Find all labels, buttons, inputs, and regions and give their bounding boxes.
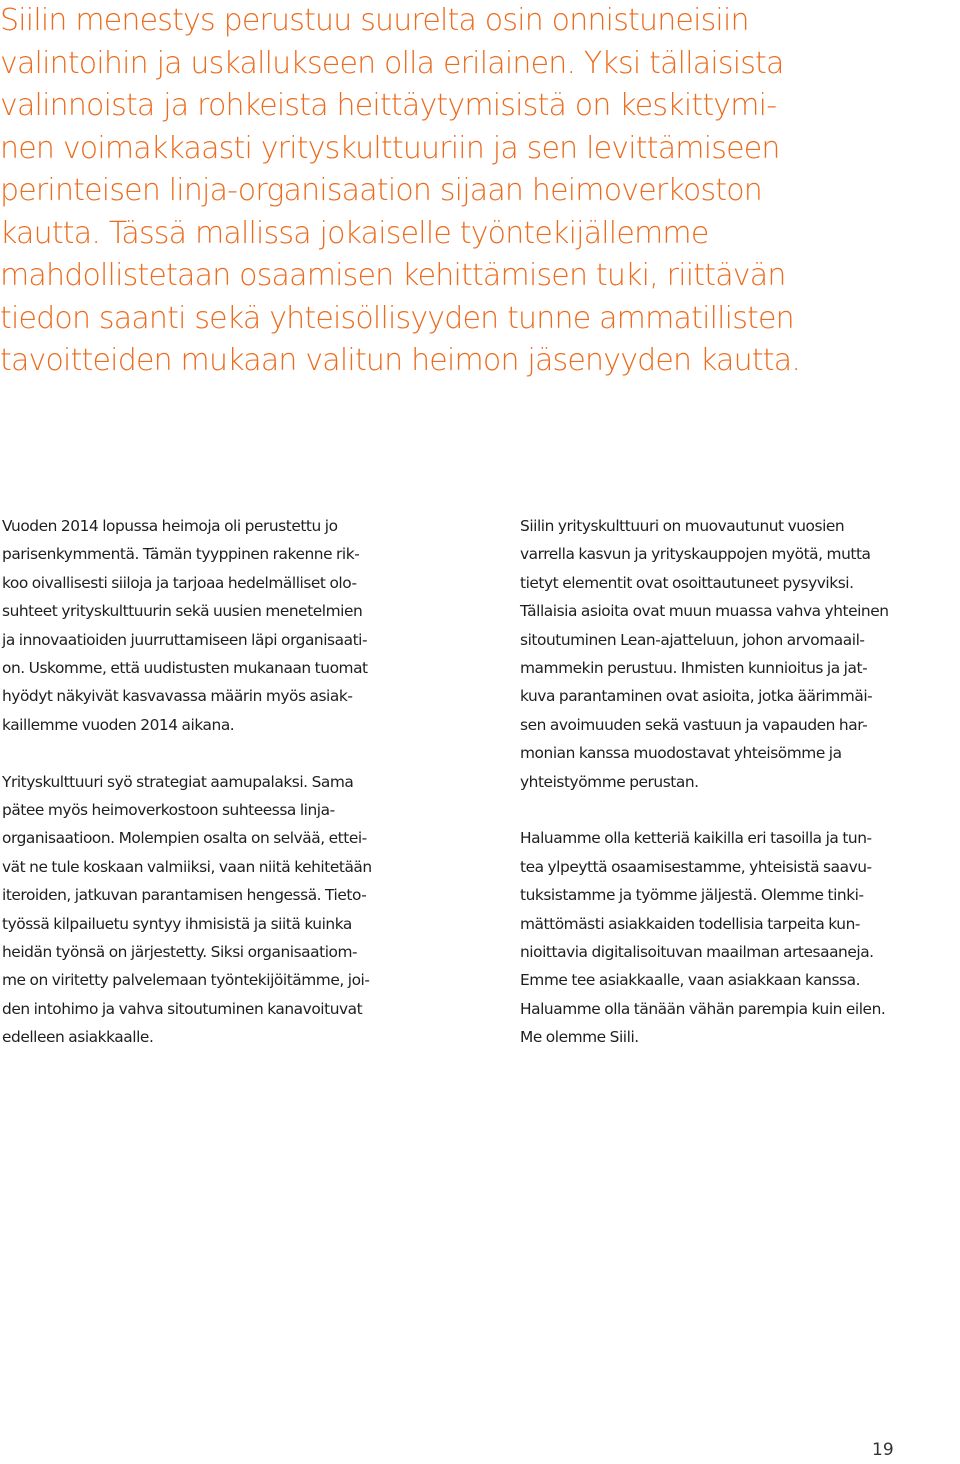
- text-line: ja innovaatioiden juurruttamiseen läpi organisaati-: [2, 630, 368, 649]
- text-line: kaillemme vuoden 2014 aikana.: [2, 715, 235, 734]
- text-line: tuksistamme ja työmme jäljestä. Olemme tinki-: [520, 886, 864, 905]
- text-line: suhteet yrityskulttuurin sekä uusien menetelmien: [2, 602, 363, 621]
- text-line: Haluamme olla ketteriä kaikilla eri tasoilla ja tun-: [520, 829, 872, 848]
- left-paragraph-2: [2, 768, 462, 1052]
- left-column: [2, 512, 462, 1080]
- left-paragraph-1: [2, 512, 462, 739]
- text-line: Vuoden 2014 lopussa heimoja oli perustettu jo: [2, 517, 338, 535]
- intro-line: valinnoista ja rohkeista heittäytymisistä on keskittymi-: [0, 88, 777, 123]
- text-line: varrella kasvun ja yrityskauppojen myötä, mutta: [520, 545, 871, 564]
- text-line: iteroiden, jatkuvan parantamisen hengessä. Tieto-: [2, 886, 367, 905]
- right-paragraph-1: [520, 512, 960, 796]
- text-line: sitoutuminen Lean-ajatteluun, johon arvomaail-: [520, 630, 865, 649]
- text-line: heidän työnsä on järjestetty. Siksi organisaatiom-: [2, 943, 358, 962]
- text-line: työssä kilpailuetu syntyy ihmisistä ja siitä kuinka: [2, 914, 352, 933]
- intro-paragraph: [0, 0, 960, 383]
- text-line: parisenkymmentä. Tämän tyyppinen rakenne rik-: [2, 545, 360, 564]
- text-line: mättömästi asiakkaiden todellisia tarpeita kun-: [520, 914, 861, 933]
- text-line: Haluamme olla tänään vähän parempia kuin eilen.: [520, 999, 886, 1018]
- text-line: edelleen asiakkaalle.: [2, 1028, 154, 1047]
- text-line: den intohimo ja vahva sitoutuminen kanavoituvat: [2, 999, 363, 1018]
- text-line: Yrityskulttuuri syö strategiat aamupalaksi. Sama: [2, 772, 354, 791]
- text-line: kuva parantaminen ovat asioita, jotka äärimmäi-: [520, 687, 873, 706]
- page-number: 19: [872, 1440, 894, 1460]
- text-line: tietyt elementit ovat osoittautuneet pysyviksi.: [520, 573, 854, 592]
- text-line: yhteistyömme perustan.: [520, 772, 699, 791]
- text-line: hyödyt näkyivät kasvavassa määrin myös asiak-: [2, 687, 353, 706]
- text-line: nioittavia digitalisoituvan maailman artesaaneja.: [520, 943, 874, 962]
- intro-line: kautta. Tässä mallissa jokaiselle työntekijällemme: [0, 215, 709, 251]
- right-column: [520, 512, 960, 1080]
- text-line: tea ylpeyttä osaamisestamme, yhteisistä saavu-: [520, 857, 872, 876]
- text-line: me on viritetty palvelemaan työntekijöitämme, joi-: [2, 971, 370, 990]
- intro-line: tiedon saanti sekä yhteisöllisyyden tunne ammatillisten: [0, 300, 794, 336]
- intro-line: Siilin menestys perustuu suurelta osin onnistuneisiin: [0, 3, 749, 38]
- intro-line: nen voimakkaasti yrityskulttuuriin ja sen levittämiseen: [0, 130, 780, 166]
- text-line: mammekin perustuu. Ihmisten kunnioitus ja jat-: [520, 659, 868, 678]
- text-line: on. Uskomme, että uudistusten mukanaan tuomat: [2, 659, 368, 678]
- right-paragraph-2: [520, 824, 960, 1051]
- text-line: Emme tee asiakkaalle, vaan asiakkaan kanssa.: [520, 971, 861, 990]
- text-line: Me olemme Siili.: [520, 1028, 639, 1047]
- intro-line: valintoihin ja uskallukseen olla erilainen. Yksi tällaisista: [0, 45, 784, 81]
- intro-line: mahdollistetaan osaamisen kehittämisen tuki, riittävän: [0, 258, 786, 293]
- intro-line: tavoitteiden mukaan valitun heimon jäsenyyden kautta.: [0, 343, 801, 378]
- text-line: monian kanssa muodostavat yhteisömme ja: [520, 744, 842, 763]
- text-line: Tällaisia asioita ovat muun muassa vahva yhteinen: [520, 602, 889, 621]
- text-line: sen avoimuuden sekä vastuun ja vapauden har-: [520, 715, 868, 734]
- text-line: koo oivallisesti siiloja ja tarjoaa hedelmälliset olo-: [2, 573, 357, 592]
- intro-line: perinteisen linja-organisaation sijaan heimoverkoston: [0, 173, 763, 208]
- text-line: vät ne tule koskaan valmiiksi, vaan niitä kehitetään: [2, 857, 372, 876]
- text-line: pätee myös heimoverkostoon suhteessa linja-: [2, 801, 335, 820]
- text-line: organisaatioon. Molempien osalta on selvää, ettei-: [2, 829, 367, 848]
- text-line: Siilin yrityskulttuuri on muovautunut vuosien: [520, 517, 845, 535]
